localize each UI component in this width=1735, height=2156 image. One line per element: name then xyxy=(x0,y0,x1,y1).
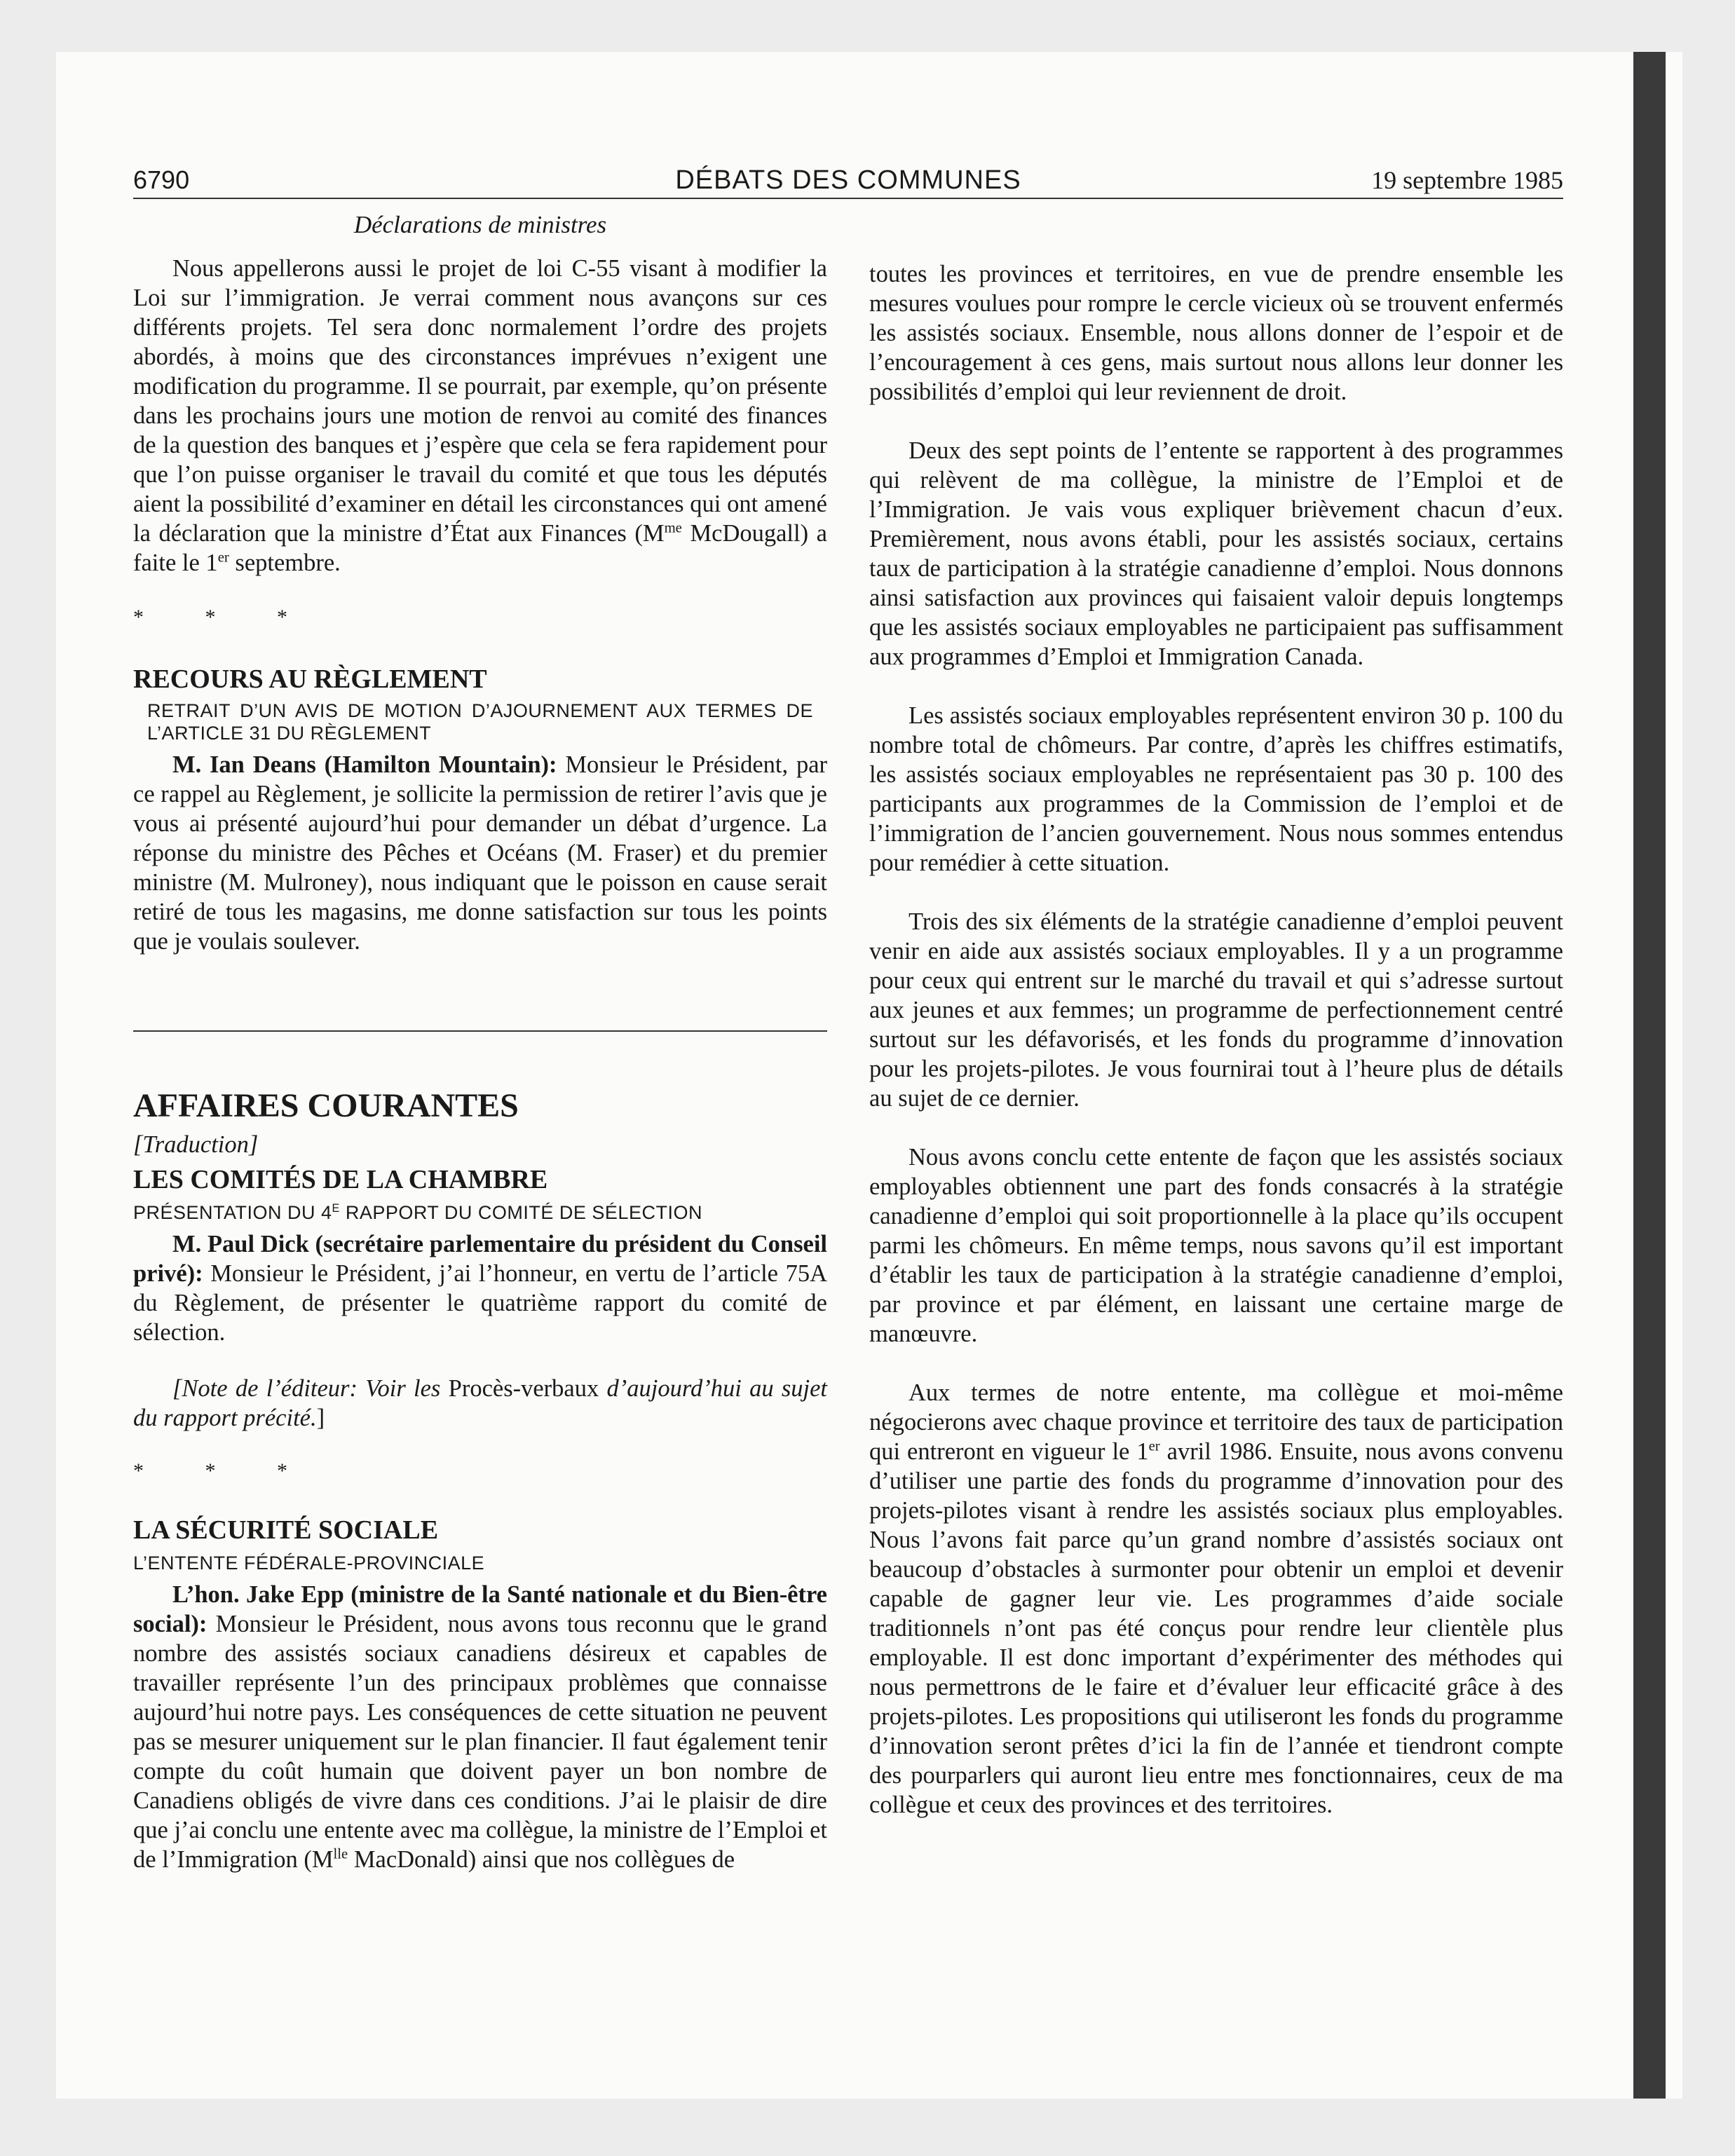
section-subheading: PRÉSENTATION DU $4^E$ RAPPORT DU COMITÉ DE SÉLECTION xyxy=(133,1202,702,1223)
paragraph: Nous appellerons aussi le projet de loi C-55 visant à modifier la Loi sur l’immigration. Je verrai comment nous avançons sur ces différents projets. Tel sera donc normalement l’ordre des projets abordés, à moins que des circonstances imprévues n’exigent une modification du programme. Il se pourrait, par exemple, qu’on présente dans les prochains jours une motion de renvoi au comité des finances de la question des banques et j’espère que cela se fera rapidement pour que l’on puisse organiser le travail du comité et que tous les députés aient la possibilité d’examiner en détail les circonstances qui ont amené la déclaration que la ministre d’État aux Finances ($M^{me}$ McDougall) a faite le 1er septembre. xyxy=(133,255,827,576)
running-head: Déclarations de ministres xyxy=(353,211,607,238)
paragraph: Deux des sept points de l’entente se rapportent à des programmes qui relèvent de ma collègue, la ministre de l’Emploi et de l’Immigration. Je vais vous expliquer brièvement chacun d’eux. Premièrement, nous avons établi, pour les assistés sociaux, certains taux de participation à la stratégie canadienne d’emploi. Nous donnons ainsi satisfaction aux provinces qui faisaient valoir depuis longtemps que les assistés sociaux employables ne participaient pas suffisamment aux programmes d’Emploi et Immigration Canada. xyxy=(869,437,1563,670)
paragraph: Trois des six éléments de la stratégie canadienne d’emploi peuvent venir en aide aux assistés sociaux employables. Il y a un programme pour ceux qui entrent sur le marché du travail et qui s’adresse surtout aux jeunes et aux femmes; un programme de perfectionnement centré surtout sur les défavorisés, et les fonds du programme d’innovation pour les projets-pilotes. Je vous fournirai tout à l’heure plus de détails au sujet de ce dernier. xyxy=(869,908,1563,1112)
publication-title: DÉBATS DES COMMUNES xyxy=(675,165,1021,195)
section-heading: RECOURS AU RÈGLEMENT xyxy=(133,664,487,694)
issue-date: 19 septembre 1985 xyxy=(1371,166,1563,194)
right-column xyxy=(869,259,1563,1820)
paragraph: M. Ian Deans (Hamilton Mountain): Monsieur le Président, par ce rappel au Règlement, je sollicite la permission de retirer l’avis que je vous ai présenté aujourd’hui pour demander un débat d’urgence. La réponse du ministre des Pêches et Océans (M. Fraser) et du premier ministre (M. Mulroney), nous indiquant que le poisson en cause serait retiré de tous les magasins, me donne satisfaction sur tous les points que je voulais soulever. xyxy=(133,751,828,955)
divider xyxy=(133,1030,827,1032)
section-separator: * * * xyxy=(133,606,315,629)
section-subheading: L’ENTENTE FÉDÉRALE-PROVINCIALE xyxy=(133,1553,485,1574)
page-number: 6790 xyxy=(133,165,190,194)
section-separator: * * * xyxy=(133,1459,315,1482)
section-heading: LA SÉCURITÉ SOCIALE xyxy=(133,1515,439,1545)
paragraph: Les assistés sociaux employables représentent environ 30 p. 100 du nombre total de chômeurs. Par contre, d’après les chiffres estimatifs, les assistés sociaux employables ne représentaient pas 30 p. 100 des participants aux programmes de la Commission de l’emploi et de l’immigration de l’ancien gouvernement. Nous nous sommes entendus pour remédier à cette situation. xyxy=(869,702,1563,876)
speaker: M. Paul Dick (secrétaire parlementaire du président du Conseil privé): xyxy=(133,1231,827,1287)
translation-note: [Traduction] xyxy=(133,1131,259,1158)
section-heading-major: AFFAIRES COURANTES xyxy=(133,1087,519,1124)
speaker: L’hon. Jake Epp (ministre de la Santé nationale et du Bien-être social): xyxy=(133,1581,827,1637)
paragraph: Aux termes de notre entente, ma collègue et moi-même négocierons avec chaque province et territoire des taux de participation qui entreront en vigueur le 1er avril 1986. Ensuite, nous avons convenu d’utiliser une partie des fonds du programme d’innovation pour des projets-pilotes visant à rendre les assistés sociaux plus employables. Nous l’avons fait parce qu’un grand nombre d’assistés sociaux ont beaucoup d’obstacles à surmonter pour obtenir un emploi et devenir capable de gagner leur vie. Les programmes d’aide sociale traditionnels n’ont pas été conçus pour rendre leur clientèle plus employable. Il est donc important d’expérimenter des méthodes qui nous permettrons de le faire et d’évaluer leur efficacité grâce à des projets-pilotes. Les propositions qui utiliseront les fonds du programme d’innovation seront prêtes d’ici la fin de l’année et tiendront compte des pourparlers qui auront lieu entre mes fonctionnaires, ceux de ma collègue et ceux des provinces et des territoires. xyxy=(869,1379,1563,1818)
paragraph: Nous avons conclu cette entente de façon que les assistés sociaux employables obtiennent une part des fonds consacrés à la stratégie canadienne d’emploi qui soit proportionnelle à la place qu’ils occupent parmi les chômeurs. En même temps, nous savons qu’il est important d’établir les taux de participation à la stratégie canadienne d’emploi, par province et par élément, en laissant une certaine marge de manœuvre. xyxy=(869,1144,1563,1347)
left-column xyxy=(133,210,827,1874)
section-subheading: RETRAIT D’UN AVIS DE MOTION D’AJOURNEMENT AUX TERMES DE L’ARTICLE 31 DU RÈGLEMENT xyxy=(147,700,813,744)
scan-edge-bar xyxy=(1633,52,1666,2099)
paragraph: toutes les provinces et territoires, en vue de prendre ensemble les mesures voulues pour rompre le cercle vicieux où se trouvent enfermés les assistés sociaux. Ensemble, nous allons donner de l’espoir et de l’encouragement à ces gens, mais surtout nous allons leur donner les possibilités d’emploi qui leur reviennent de droit. xyxy=(869,261,1563,405)
section-heading: LES COMITÉS DE LA CHAMBRE xyxy=(133,1165,548,1194)
speaker: M. Ian Deans (Hamilton Mountain): xyxy=(172,751,557,778)
paragraph: L’hon. Jake Epp (ministre de la Santé nationale et du Bien-être social): Monsieur le Président, nous avons tous reconnu que le grand nombre des assistés sociaux canadiens désireux et capables de travailler représente l’un des principaux problèmes que connaisse aujourd’hui notre pays. Les conséquences de cette situation ne peuvent pas se mesurer uniquement sur le plan financier. Il faut également tenir compte du coût humain que doivent payer un bon nombre de Canadiens obligés de vivre dans ces conditions. J’ai le plaisir de dire que j’ai conclu une entente avec ma collègue, la ministre de l’Emploi et de l’Immigration ($M^{lle}$ MacDonald) ainsi que nos collègues de xyxy=(133,1581,827,1873)
editor-note: [Note de l’éditeur: Voir les Procès-verbaux d’aujourd’hui au sujet du rapport précité.] xyxy=(133,1375,828,1431)
paragraph: M. Paul Dick (secrétaire parlementaire du président du Conseil privé): Monsieur le Président, j’ai l’honneur, en vertu de l’article 75A du Règlement, de présenter le quatrième rapport du comité de sélection. xyxy=(133,1231,827,1346)
page-header xyxy=(133,163,1563,199)
